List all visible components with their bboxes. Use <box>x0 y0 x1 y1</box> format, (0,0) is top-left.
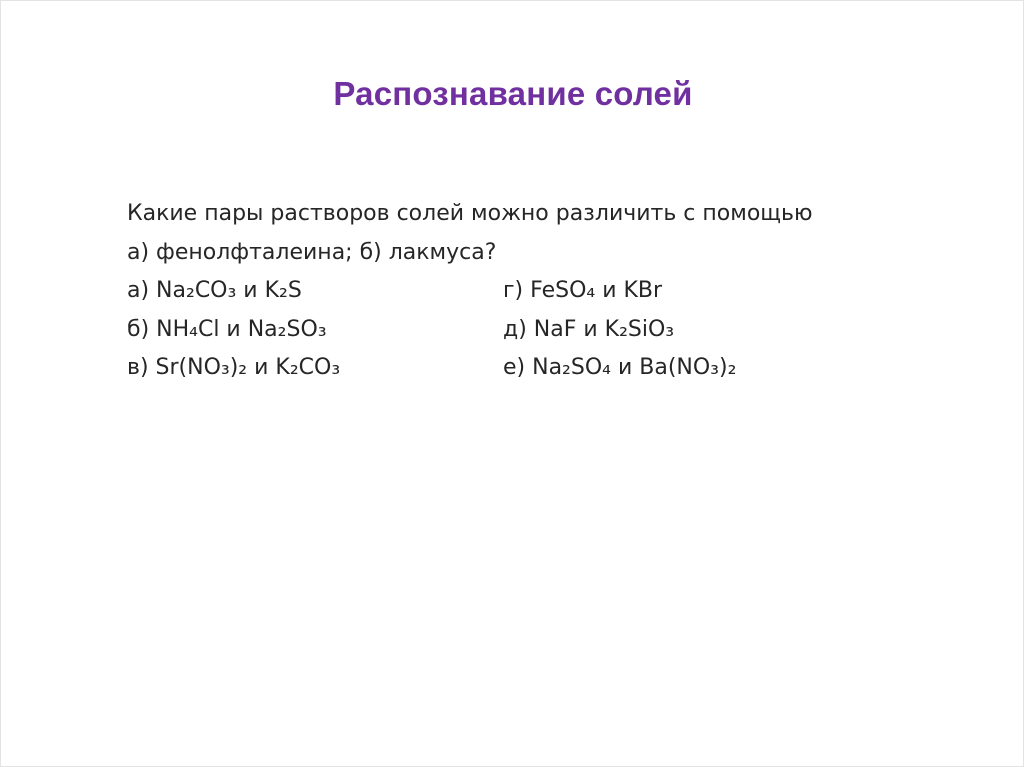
option-e: е) Na₂SO₄ и Ba(NO₃)₂ <box>503 355 737 380</box>
slide-body <box>127 195 927 388</box>
answer-options <box>127 272 927 388</box>
option-v: в) Sr(NO₃)₂ и K₂CO₃ <box>127 355 341 380</box>
option-g: г) FeSO₄ и KBr <box>503 278 663 303</box>
question-line-2: а) фенолфталеина; б) лакмуса? <box>127 239 497 265</box>
option-a: а) Na₂CO₃ и K₂S <box>127 278 302 303</box>
option-b: б) NH₄Cl и Na₂SO₃ <box>127 316 327 342</box>
question-line-1: Какие пары растворов солей можно различить с помощью <box>127 201 813 226</box>
slide-title: Распознавание солей <box>333 75 693 112</box>
option-d: д) NaF и K₂SiO₃ <box>503 316 675 342</box>
